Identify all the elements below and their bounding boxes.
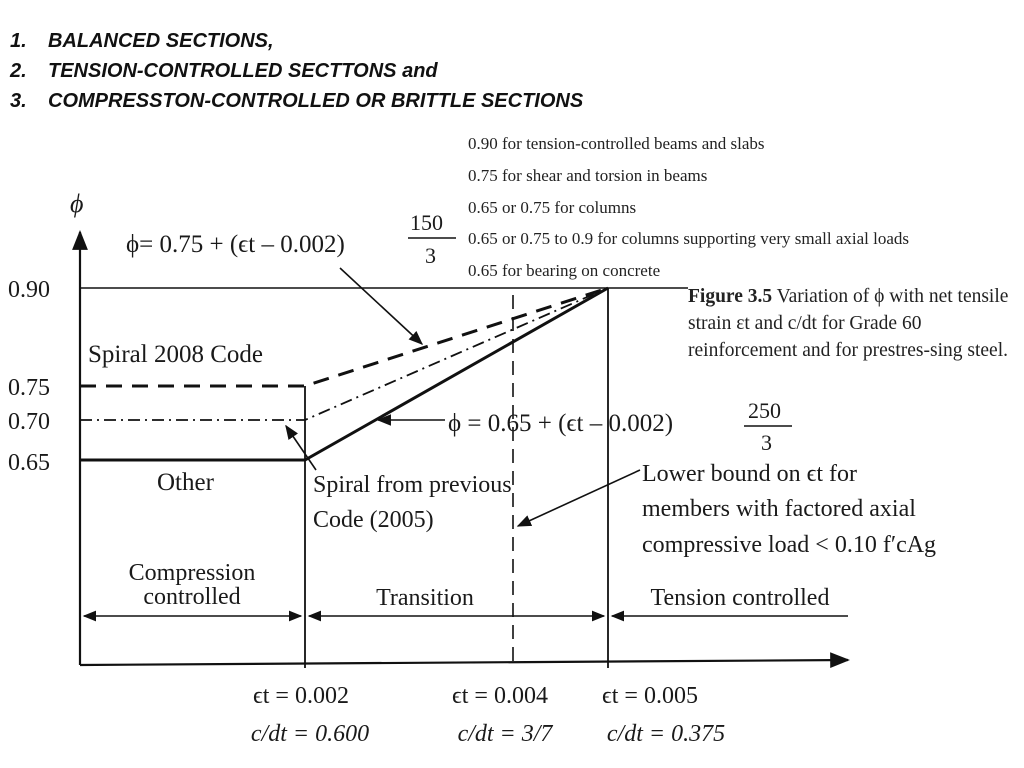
x-tick-strain: ϵt = 0.004 [452, 683, 548, 709]
y-tick-label: 0.90 [8, 277, 50, 303]
list-text: BALANCED SECTIONS, [48, 30, 274, 52]
x-tick-cd: c/dt = 0.600 [250, 721, 370, 747]
other-label: Other [157, 469, 214, 496]
list-text: COMPRESSTON-CONTROLLED OR BRITTLE SECTIONS [48, 90, 584, 112]
other-equation-denominator: 3 [761, 430, 772, 455]
x-tick-strain: ϵt = 0.002 [253, 683, 349, 709]
spiral-prev-label: Spiral from previous [313, 472, 512, 498]
spiral-eq-leader [340, 268, 422, 344]
spiral-prev-label: Code (2005) [313, 507, 434, 533]
list-number: 2. [10, 60, 27, 82]
lower-bound-leader [518, 470, 640, 526]
list-number: 1. [10, 30, 27, 52]
y-tick-label: 0.75 [8, 375, 50, 401]
phi-value-item: 0.65 or 0.75 to 0.9 for columns supporting very small axial loads [468, 229, 909, 249]
phi-value-item: 0.65 or 0.75 for columns [468, 197, 637, 217]
lower-bound-label: compressive load < 0.10 f′cAg [642, 532, 937, 558]
figure-caption [688, 283, 1024, 364]
other-equation-numerator: 250 [748, 398, 781, 423]
figure-caption-text: Variation of ϕ with net tensile strain εt and c/dt for Grade 60 reinforcement and for prestres-sing steel. [688, 286, 1009, 361]
spiral-equation-numerator: 150 [410, 210, 443, 235]
transition-zone-label: Transition [376, 585, 474, 611]
lower-bound-label: Lower bound on ϵt for [642, 461, 858, 487]
list-number: 3. [10, 90, 27, 112]
phi-value-item: 0.75 for shear and torsion in beams [468, 165, 708, 185]
x-tick-strain: ϵt = 0.005 [602, 683, 698, 709]
y-tick-label: 0.65 [8, 450, 50, 476]
figure-label: Figure 3.5 [688, 286, 773, 307]
spiral-prev-leader [286, 426, 316, 470]
y-axis-symbol: ϕ [70, 189, 84, 218]
phi-value-item: 0.65 for bearing on concrete [468, 261, 661, 281]
phi-value-item: 0.90 for tension-controlled beams and slabs [468, 134, 765, 153]
lower-bound-label: members with factored axial [642, 496, 916, 522]
list-text: TENSION-CONTROLLED SECTTONS and [48, 60, 438, 82]
y-tick-label: 0.70 [8, 409, 50, 435]
spiral-equation: ϕ= 0.75 + (ϵt – 0.002) [126, 231, 345, 258]
spiral-equation-denominator: 3 [425, 243, 436, 268]
x-tick-cd: c/dt = 3/7 [457, 721, 553, 747]
tension-zone-label: Tension controlled [650, 585, 830, 611]
compression-zone-label: controlled [143, 584, 241, 610]
other-equation: ϕ = 0.65 + (ϵt – 0.002) [448, 410, 674, 437]
spiral-2008-curve [80, 288, 608, 386]
spiral-2008-label: Spiral 2008 Code [88, 341, 263, 368]
x-axis [80, 660, 848, 665]
compression-zone-label: Compression [128, 560, 256, 586]
x-tick-cd: c/dt = 0.375 [606, 721, 726, 747]
